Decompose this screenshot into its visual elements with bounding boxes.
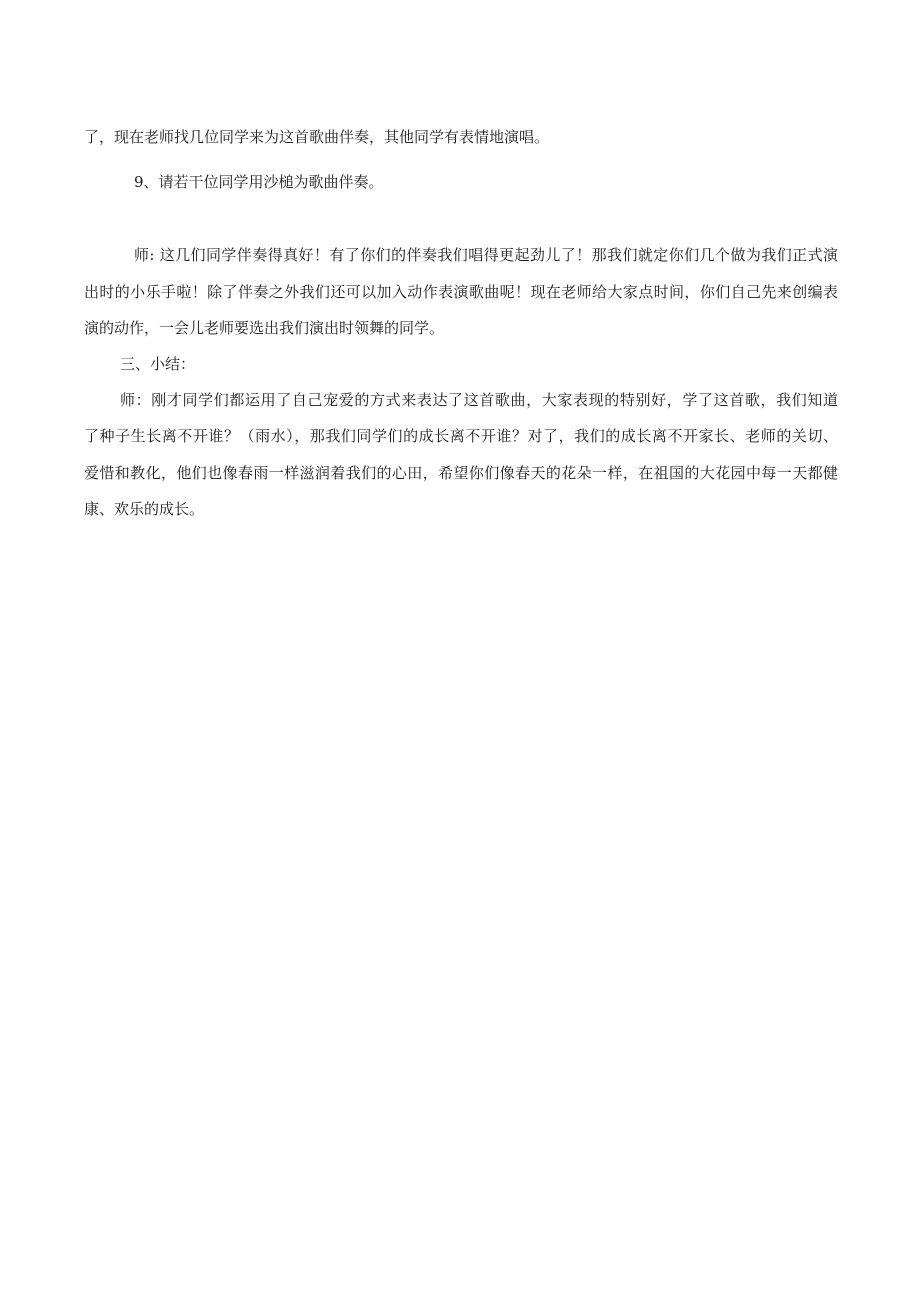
- summary-paragraph-line-1: 师：刚才同学们都运用了自己宠爱的方式来表达了这首歌曲，大家表现的特别好，学了这首歌，我们知道: [120, 391, 838, 409]
- step-9-line: 9、请若干位同学用沙槌为歌曲伴奏。: [134, 173, 384, 191]
- teacher-paragraph-line-3: 演的动作，一会儿老师要选出我们演出时领舞的同学。: [84, 319, 445, 337]
- summary-heading: 三、小结：: [120, 355, 196, 373]
- summary-paragraph-line-2: 了种子生长离不开谁？（雨水），那我们同学们的成长离不开谁？对了，我们的成长离不开家长、老师的关切、: [84, 427, 838, 445]
- teacher-paragraph-line-1: 师: 这几们同学伴奏得真好！有了你们的伴奏我们唱得更起劲儿了！那我们就定你们几个做为我们正式演: [134, 246, 838, 264]
- summary-paragraph-line-3: 爱惜和教化，他们也像春雨一样滋润着我们的心田，希望你们像春天的花朵一样，在祖国的大花园中每一天都健: [84, 464, 838, 482]
- summary-paragraph-line-4: 康、欢乐的成长。: [84, 500, 205, 518]
- teacher-paragraph-line-2: 出时的小乐手啦！除了伴奏之外我们还可以加入动作表演歌曲呢！现在老师给大家点时间，你们自己先来创编表: [84, 283, 838, 301]
- paragraph-continuation-line: 了，现在老师找几位同学来为这首歌曲伴奏，其他同学有表情地演唱。: [84, 128, 550, 146]
